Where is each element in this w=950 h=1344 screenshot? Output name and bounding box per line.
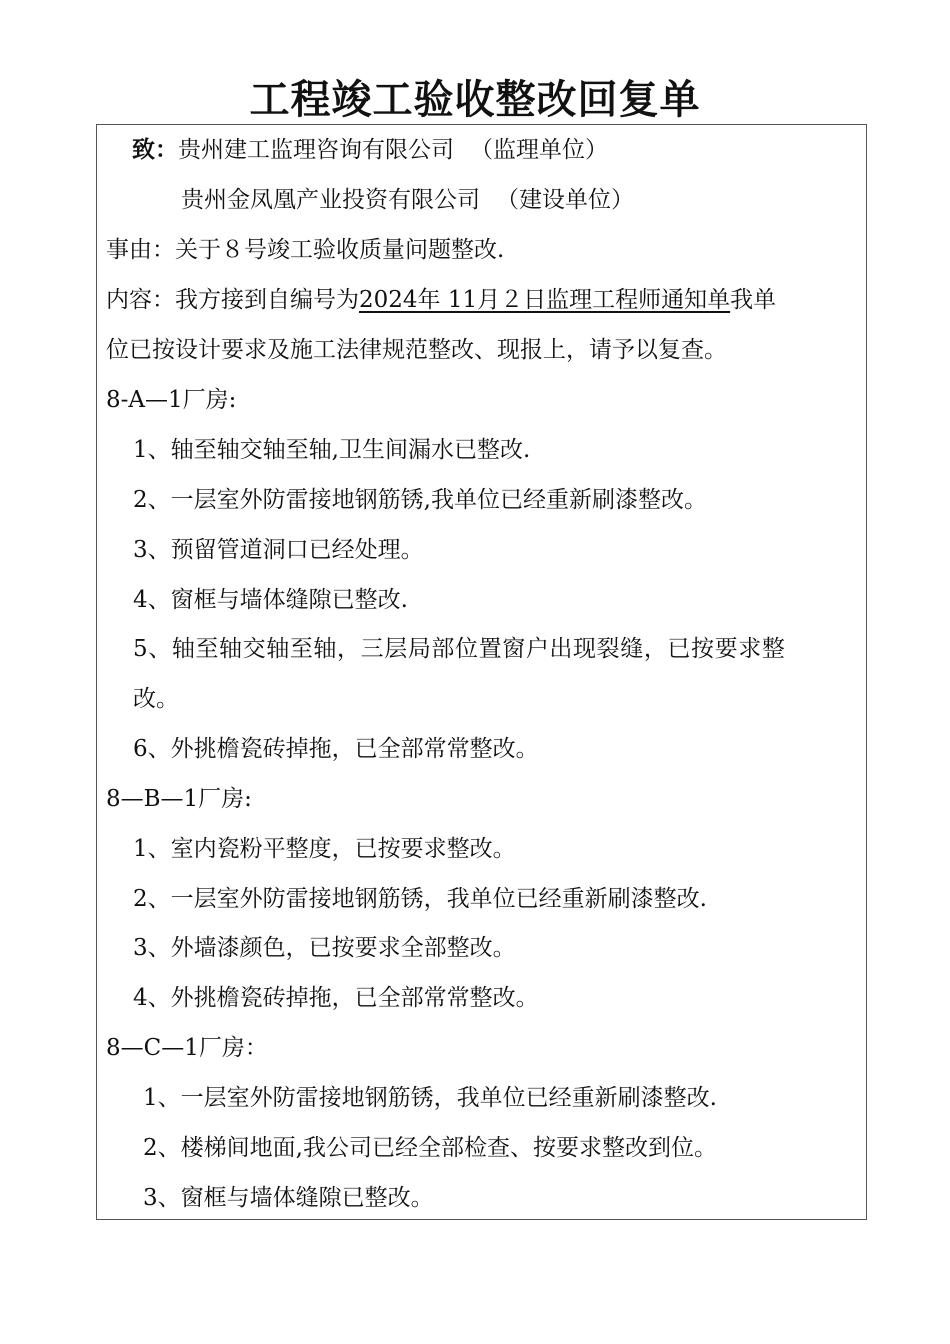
content-line-1 bbox=[106, 285, 776, 315]
section-a-item: 6、外挑檐瓷砖掉拖，已全部常常整改。 bbox=[133, 736, 539, 762]
section-b-item: 3、外墙漆颜色，已按要求全部整改。 bbox=[133, 935, 516, 961]
content-lead: 我方接到自编号为 bbox=[175, 287, 359, 313]
content-line-2: 位已按设计要求及施工法律规范整改、现报上，请予以复查。 bbox=[106, 337, 727, 363]
subject-label: 事由： bbox=[106, 237, 175, 263]
section-a-item-continued: 改。 bbox=[133, 686, 179, 712]
section-header-a: 8-A—1厂房: bbox=[106, 387, 237, 413]
section-c-item: 1、一层室外防雷接地钢筋锈，我单位已经重新刷漆整改. bbox=[143, 1085, 717, 1111]
owner-company: 贵州金凤凰产业投资有限公司 bbox=[181, 187, 480, 213]
section-a-item: 2、一层室外防雷接地钢筋锈,我单位已经重新刷漆整改。 bbox=[133, 487, 707, 513]
content-tail: 我单 bbox=[730, 287, 777, 313]
document-title: 工程竣工验收整改回复单 bbox=[249, 77, 701, 123]
section-b-item: 4、外挑檐瓷砖掉拖，已全部常常整改。 bbox=[133, 985, 539, 1011]
subject-text: 关于８号竣工验收质量问题整改. bbox=[175, 237, 505, 263]
section-c-item: 2、楼梯间地面,我公司已经全部检查、按要求整改到位。 bbox=[143, 1135, 717, 1161]
addressee-line-owner bbox=[181, 185, 634, 215]
section-a-item: 4、窗框与墙体缝隙已整改. bbox=[133, 587, 408, 613]
section-header-c: 8—C—1厂房： bbox=[106, 1035, 268, 1061]
owner-role: （建设单位） bbox=[496, 187, 634, 213]
section-a-item: 3、预留管道洞口已经处理。 bbox=[133, 537, 424, 563]
section-b-item: 2、一层室外防雷接地钢筋锈，我单位已经重新刷漆整改. bbox=[133, 886, 707, 912]
section-b-item: 1、室内瓷粉平整度，已按要求整改。 bbox=[133, 836, 516, 862]
content-label: 内容： bbox=[106, 287, 175, 313]
section-header-b: 8—B—1厂房: bbox=[106, 786, 252, 812]
section-a-item: 5、轴至轴交轴至轴，三层局部位置窗户出现裂缝，已按要求整 bbox=[133, 636, 786, 662]
notice-reference: 2024年 11月２日监理工程师通知单 bbox=[359, 287, 731, 313]
supervisor-company: 贵州建工监理咨询有限公司 bbox=[178, 137, 454, 163]
section-c-item: 3、窗框与墙体缝隙已整改。 bbox=[143, 1185, 434, 1211]
subject-line bbox=[106, 235, 504, 265]
addressee-line-supervisor bbox=[132, 135, 608, 165]
addressee-prefix: 致： bbox=[132, 137, 178, 163]
section-a-item: 1、轴至轴交轴至轴,卫生间漏水已整改. bbox=[133, 437, 531, 463]
supervisor-role: （监理单位） bbox=[470, 137, 608, 163]
